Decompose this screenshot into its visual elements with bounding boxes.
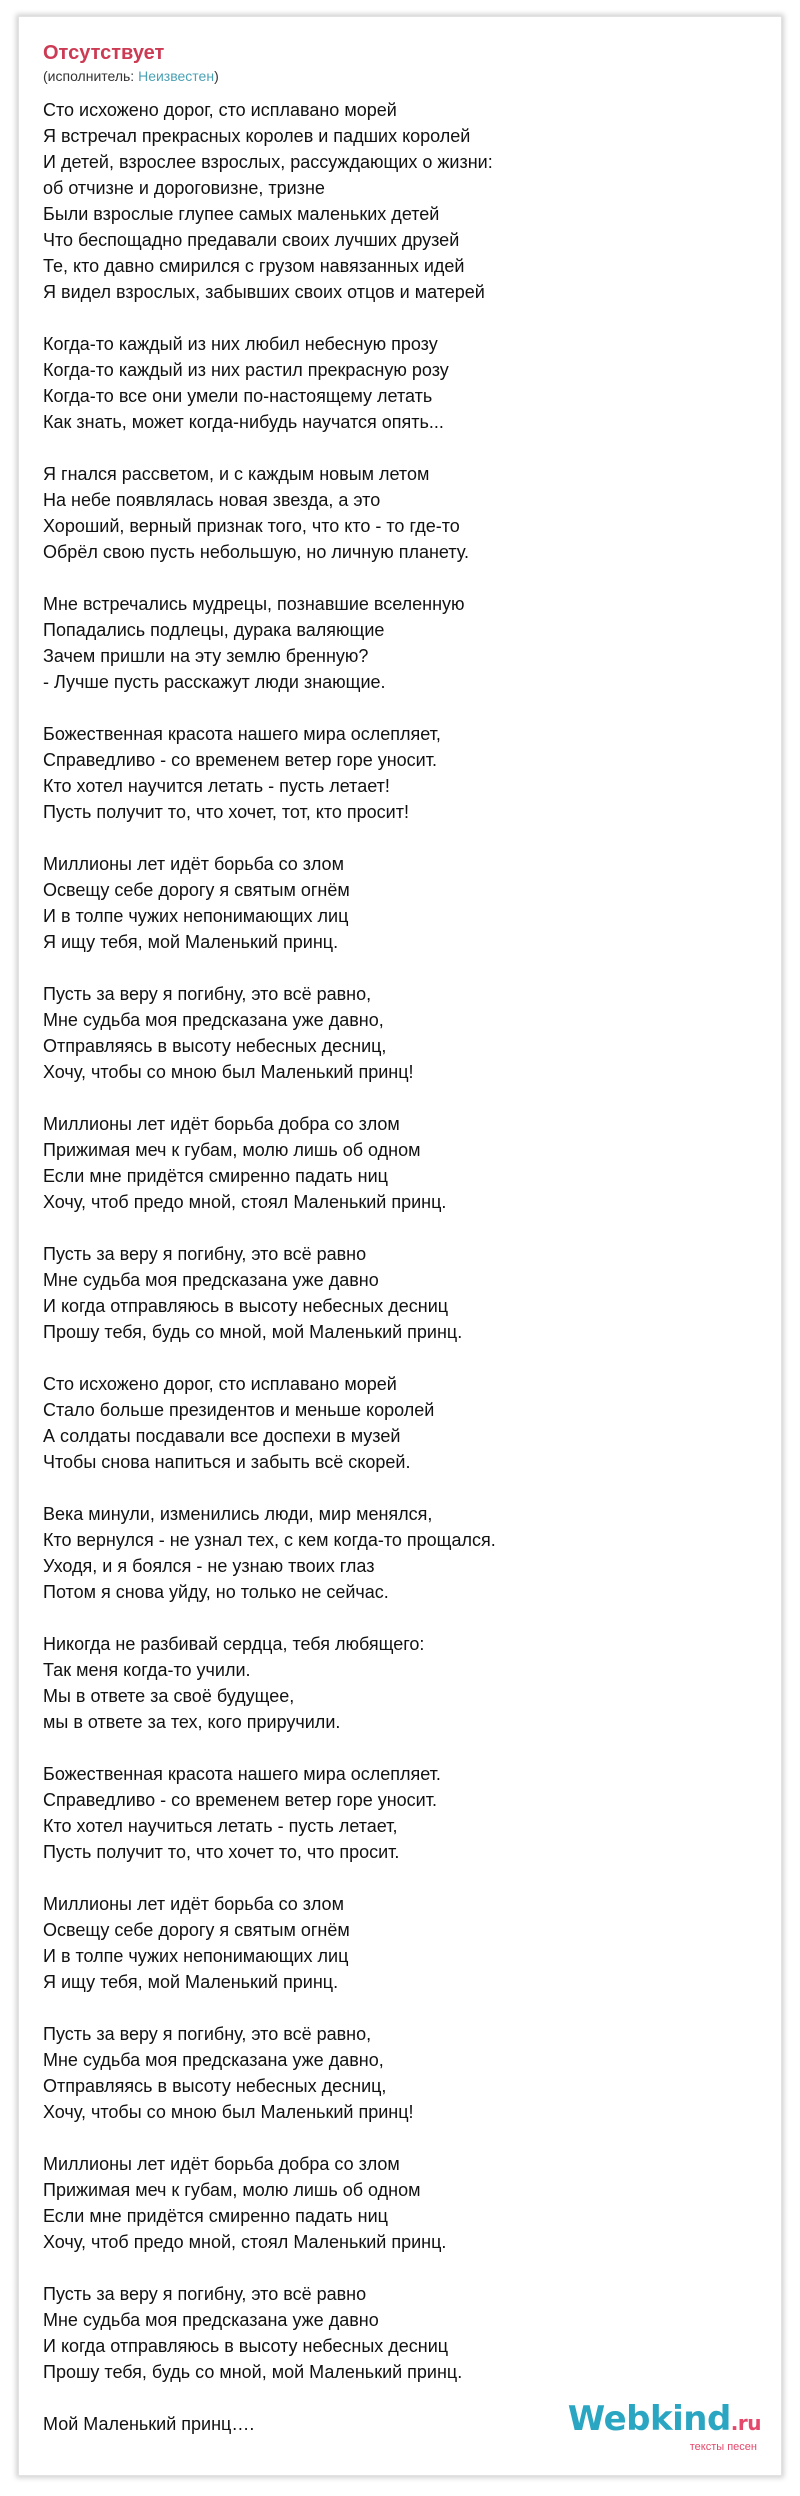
webkind-logo[interactable] [568, 2401, 761, 2453]
lyrics-line: Мне судьба моя предсказана уже давно, [43, 1010, 384, 1030]
lyrics-line: Когда-то каждый из них растил прекрасную розу [43, 360, 449, 380]
lyrics-stanza [43, 1501, 757, 1605]
lyrics-line: Отправляясь в высоту небесных десниц, [43, 1036, 387, 1056]
lyrics-line: Божественная красота нашего мира ослепляет. [43, 1764, 441, 1784]
lyrics-line: Я ищу тебя, мой Маленький принц. [43, 932, 339, 952]
lyrics-stanza [43, 461, 757, 565]
lyrics-line: Мне судьба моя предсказана уже давно [43, 2310, 379, 2330]
lyrics-stanza [43, 331, 757, 435]
lyrics-line: Были взрослые глупее самых маленьких детей [43, 204, 440, 224]
lyrics-line: И детей, взрослее взрослых, рассуждающих о жизни: [43, 152, 493, 172]
lyrics-line: Никогда не разбивай сердца, тебя любящего: [43, 1634, 425, 1654]
lyrics-line: Прижимая меч к губам, молю лишь об одном [43, 2180, 421, 2200]
song-title: Отсутствует [43, 42, 165, 64]
lyrics-line: Когда-то каждый из них любил небесную прозу [43, 334, 438, 354]
lyrics-line: Миллионы лет идёт борьба добра со злом [43, 2154, 400, 2174]
lyrics-line: Стало больше президентов и меньше королей [43, 1400, 435, 1420]
lyrics-line: Чтобы снова напиться и забыть всё скорей. [43, 1452, 411, 1472]
logo-web-text: Web [567, 2399, 650, 2439]
lyrics-line: Прошу тебя, будь со мной, мой Маленький принц. [43, 2362, 463, 2382]
lyrics-stanza [43, 2151, 757, 2255]
lyrics-stanza [43, 2021, 757, 2125]
logo-tagline: тексты песен [689, 2441, 757, 2453]
logo-kind-text: kind [649, 2399, 731, 2439]
lyrics-line: А солдаты посдавали все доспехи в музей [43, 1426, 401, 1446]
lyrics-line: Потом я снова уйду, но только не сейчас. [43, 1582, 389, 1602]
lyrics-line: Хочу, чтобы со мною был Маленький принц! [43, 1062, 414, 1082]
lyrics-line: Мне судьба моя предсказана уже давно [43, 1270, 379, 1290]
lyrics-line: Пусть за веру я погибну, это всё равно, [43, 2024, 372, 2044]
lyrics-line: - Лучше пусть расскажут люди знающие. [43, 672, 386, 692]
lyrics-line: Миллионы лет идёт борьба со злом [43, 1894, 344, 1914]
artist-link[interactable]: Неизвестен [138, 68, 215, 84]
lyrics-line: Если мне придётся смиренно падать ниц [43, 2206, 388, 2226]
lyrics-stanza [43, 1631, 757, 1735]
lyrics-line: Сто исхожено дорог, сто исплавано морей [43, 1374, 397, 1394]
lyrics-line: Мне встречались мудрецы, познавшие вселенную [43, 594, 465, 614]
logo-ru-text: .ru [730, 2411, 761, 2435]
lyrics-line: Справедливо - со временем ветер горе уносит. [43, 1790, 437, 1810]
lyrics-line: Миллионы лет идёт борьба добра со злом [43, 1114, 400, 1134]
lyrics-line: об отчизне и дороговизне, тризне [43, 178, 325, 198]
lyrics-line: Я видел взрослых, забывших своих отцов и матерей [43, 282, 485, 302]
lyrics-line: Обрёл свою пусть небольшую, но личную планету. [43, 542, 469, 562]
lyrics-line: Я ищу тебя, мой Маленький принц. [43, 1972, 339, 1992]
lyrics-stanza [43, 1241, 757, 1345]
lyrics-line: Хочу, чтоб предо мной, стоял Маленький принц. [43, 2232, 447, 2252]
lyrics-stanza [43, 981, 757, 1085]
lyrics-line: Когда-то все они умели по-настоящему летать [43, 386, 433, 406]
lyrics-line: Века минули, изменились люди, мир менялся, [43, 1504, 433, 1524]
lyrics-line: Зачем пришли на эту землю бренную? [43, 646, 369, 666]
lyrics-line: Прижимая меч к губам, молю лишь об одном [43, 1140, 421, 1160]
lyrics-line: Прошу тебя, будь со мной, мой Маленький принц. [43, 1322, 463, 1342]
lyrics-stanza [43, 1761, 757, 1865]
artist-line [43, 67, 757, 85]
lyrics-line: Мой Маленький принц…. [43, 2414, 255, 2434]
artist-prefix: (исполнитель: [43, 68, 139, 84]
lyrics-line: Пусть получит то, что хочет, тот, кто просит! [43, 802, 409, 822]
lyrics-line: Кто вернулся - не узнал тех, с кем когда-то прощался. [43, 1530, 496, 1550]
lyrics-stanza [43, 1891, 757, 1995]
lyrics-text [43, 97, 757, 2437]
lyrics-stanza [43, 1371, 757, 1475]
lyrics-line: Хороший, верный признак того, что кто - то где-то [43, 516, 460, 536]
lyrics-line: Хочу, чтобы со мною был Маленький принц! [43, 2102, 414, 2122]
lyrics-line: Пусть за веру я погибну, это всё равно, [43, 984, 372, 1004]
lyrics-line: мы в ответе за тех, кого приручили. [43, 1712, 341, 1732]
logo-wordmark [568, 2401, 761, 2441]
lyrics-line: Мы в ответе за своё будущее, [43, 1686, 295, 1706]
lyrics-line: Мне судьба моя предсказана уже давно, [43, 2050, 384, 2070]
content-area [43, 41, 757, 2463]
lyrics-line: Те, кто давно смирился с грузом навязанных идей [43, 256, 465, 276]
lyrics-stanza [43, 591, 757, 695]
lyrics-line: Я гнался рассветом, и с каждым новым летом [43, 464, 430, 484]
lyrics-line: Справедливо - со временем ветер горе уносит. [43, 750, 437, 770]
lyrics-line: Уходя, и я боялся - не узнаю твоих глаз [43, 1556, 375, 1576]
lyrics-line: Хочу, чтоб предо мной, стоял Маленький принц. [43, 1192, 447, 1212]
lyrics-line: На небе появлялась новая звезда, а это [43, 490, 381, 510]
lyrics-line: Пусть за веру я погибну, это всё равно [43, 1244, 367, 1264]
lyrics-line: Пусть за веру я погибну, это всё равно [43, 2284, 367, 2304]
lyrics-stanza [43, 2281, 757, 2385]
lyrics-line: Так меня когда-то учили. [43, 1660, 251, 1680]
lyrics-stanza [43, 97, 757, 305]
lyrics-line: Миллионы лет идёт борьба со злом [43, 854, 344, 874]
artist-suffix: ) [214, 68, 219, 84]
lyrics-line: Божественная красота нашего мира ослепляет, [43, 724, 441, 744]
lyrics-stanza [43, 1111, 757, 1215]
lyrics-line: Пусть получит то, что хочет то, что просит. [43, 1842, 400, 1862]
lyrics-line: Как знать, может когда-нибудь научатся опять... [43, 412, 444, 432]
lyrics-line: И в толпе чужих непонимающих лиц [43, 1946, 349, 1966]
lyrics-line: Отправляясь в высоту небесных десниц, [43, 2076, 387, 2096]
lyrics-line: И в толпе чужих непонимающих лиц [43, 906, 349, 926]
lyrics-stanza [43, 721, 757, 825]
lyrics-stanza [43, 851, 757, 955]
lyrics-line: Сто исхожено дорог, сто исплавано морей [43, 100, 397, 120]
page-frame [18, 16, 782, 2476]
lyrics-line: Освещу себе дорогу я святым огнём [43, 880, 350, 900]
lyrics-line: Освещу себе дорогу я святым огнём [43, 1920, 350, 1940]
lyrics-line: Я встречал прекрасных королев и падших королей [43, 126, 471, 146]
lyrics-line: Если мне придётся смиренно падать ниц [43, 1166, 388, 1186]
lyrics-line: Кто хотел научиться летать - пусть летает, [43, 1816, 398, 1836]
lyrics-line: И когда отправляюсь в высоту небесных десниц [43, 2336, 449, 2356]
lyrics-line: Попадались подлецы, дурака валяющие [43, 620, 385, 640]
lyrics-line: И когда отправляюсь в высоту небесных десниц [43, 1296, 449, 1316]
lyrics-line: Кто хотел научится летать - пусть летает! [43, 776, 390, 796]
lyrics-line: Что беспощадно предавали своих лучших друзей [43, 230, 460, 250]
